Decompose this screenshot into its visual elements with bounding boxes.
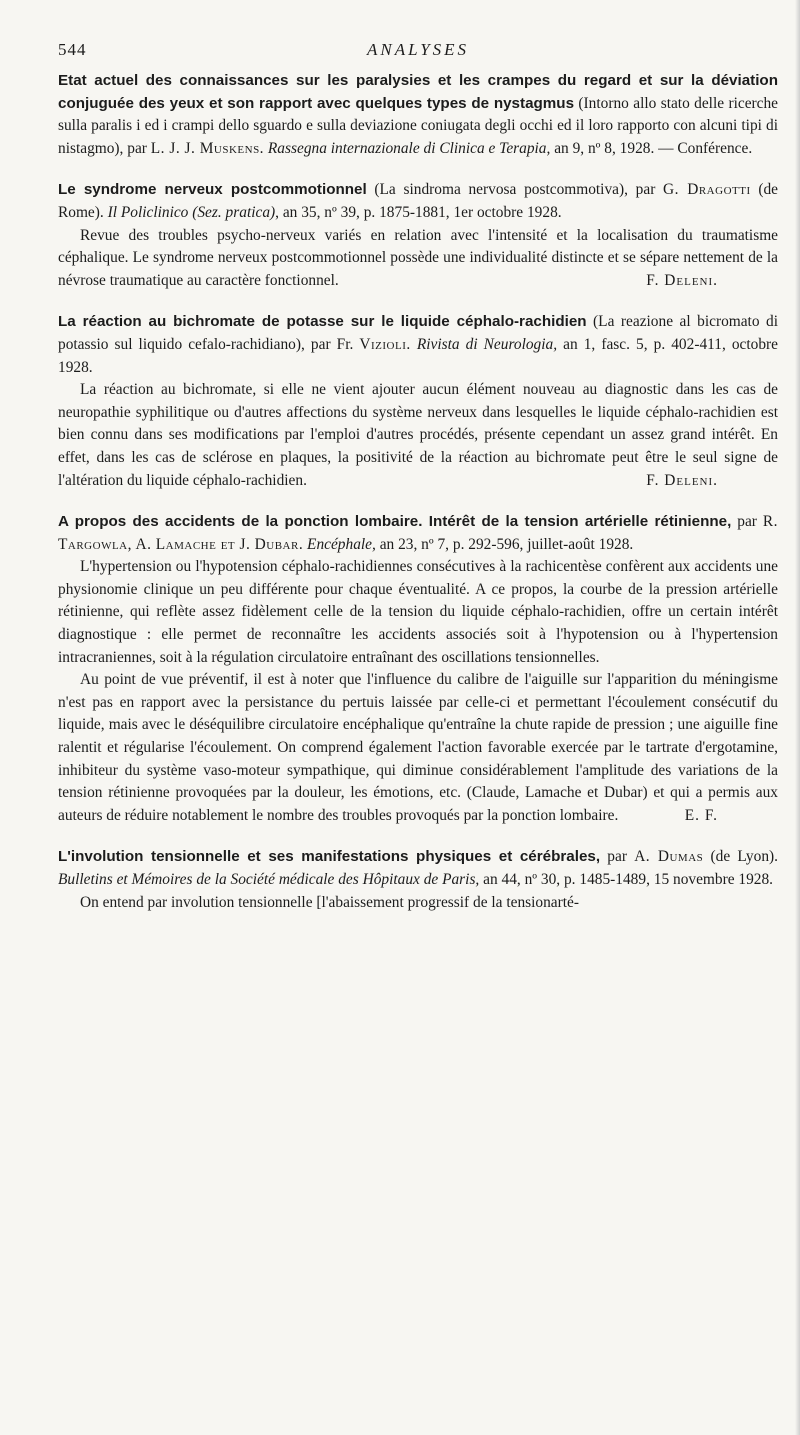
article-5-reference: an 44, nº 30, p. 1485-1489, 15 novembre 1928. — [479, 871, 774, 888]
article-3 — [58, 311, 778, 492]
article-1-original-title: (Intorno allo stato delle ricerche sulla paralis i ed i crampi dello sguardo e sulla deviazione coniugata degli occhi ed il loro rapporto con alcuni tipi di nistagmo), par — [58, 94, 779, 157]
article-1-author: L. J. J. Muskens. — [150, 139, 265, 157]
article-4-body-2-text: Au point de vue préventif, il est à noter que l'influence du calibre de l'aiguille sur l'apparition du méningisme n'est pas en rapport avec la persistance du pertuis laissée par celle-ci et permettant l'écoulement consécutif du liquide, mais avec le déséquilibre circulatoire encéphalique qu'entraîne la chute rapide de pression ; une aiguille fine ralentit et régularise l'écoulement. On comprend également l'action favorable exercée par le tartrate d'ergotamine, inhibiteur du système vaso-moteur sympathique, qui diminue considérablement l'amplitude des variations de la tension rétinienne provoquées par la douleur, les émotions, etc. (Claude, Lamache et Dubar) et qui a permis aux auteurs de réduire notablement le nombre des troubles provoqués par la ponction lombaire. — [58, 671, 778, 824]
article-4 — [58, 511, 778, 827]
article-5-journal: Bulletins et Mémoires de la Société médicale des Hôpitaux de Paris, — [58, 871, 480, 888]
article-5-by: par — [600, 848, 635, 866]
article-4-journal: Encéphale, — [307, 535, 376, 553]
article-1-heading — [58, 70, 778, 160]
article-2 — [58, 179, 778, 292]
article-4-heading — [58, 511, 778, 556]
article-2-reference: , an 35, nº 39, p. 1875-1881, 1er octobre 1928. — [275, 203, 562, 221]
article-5-heading — [58, 846, 778, 891]
article-2-journal: Il Policlinico — [107, 203, 189, 221]
article-2-signature: F. Deleni. — [646, 271, 718, 289]
article-4-body-2 — [58, 669, 778, 827]
article-3-author: Vizioli. — [359, 335, 411, 353]
article-3-title: La réaction au bichromate de potasse sur le liquide céphalo-rachidien — [58, 313, 587, 331]
article-5-title: L'involution tensionnelle et ses manifestations physiques et cérébrales, — [58, 848, 601, 866]
article-2-title: Le syndrome nerveux postcommotionnel — [58, 181, 367, 199]
article-2-journal-sub: (Sez. pratica) — [188, 203, 276, 221]
article-4-title: A propos des accidents de la ponction lombaire. Intérêt de la tension artérielle rétinienne, — [58, 513, 732, 531]
article-3-body-text: La réaction au bichromate, si elle ne vient ajouter aucun élément nouveau au diagnostic dans les cas de neuropathie syphilitique ou d'autres affections du système nerveux dans lesquelles le liquide céphalo-rachidien est bien connu dans ses modifications par l'emploi d'autres procédés, présente cependant un assez grand intérêt. En effet, dans les cas de sclérose en plaques, la positivité de la réaction au bichromate peut être le seul signe de l'altération du liquide céphalo-rachidien. — [58, 381, 778, 489]
article-1-journal: Rassegna internazionale di Clinica e Terapia, — [267, 139, 551, 157]
article-4-by: par — [731, 513, 763, 531]
article-4-body: L'hypertension ou l'hypotension céphalo-rachidiennes consécutives à la rachicentèse confèrent aux accidents une physionomie clinique un peu différente pour chaque éventualité. A ce propos, la courbe de la pression artérielle rétinienne, qui reflète assez fidèlement celle de la tension du liquide céphalo-rachidien, offre un certain intérêt diagnostique : elle permet de reconnaître les accidents associés soit à l'hypotension ou à l'hypertension intracraniennes, soit à la régulation circulatoire entraînant des oscillations tensionnelles. — [58, 558, 778, 666]
article-5 — [58, 846, 778, 914]
article-1-title: Etat actuel des connaissances sur les paralysies et les crampes du regard et sur la déviation conjuguée des yeux et son rapport avec quelques types de nystagmus — [58, 72, 778, 112]
article-3-signature: F. Deleni. — [646, 471, 718, 489]
article-4-signature: E. F. — [684, 806, 718, 824]
article-4-author: R. Targowla, A. Lamache et J. Dubar. — [58, 513, 778, 553]
article-5-author: A. Dumas — [634, 848, 704, 866]
article-4-reference: an 23, nº 7, p. 292-596, juillet-août 1928. — [375, 535, 634, 553]
article-3-body — [58, 379, 778, 492]
article-2-original-title: (La sindroma nervosa postcommotiva), par — [366, 181, 664, 199]
article-2-body-text: Revue des troubles psycho-nerveux variés en relation avec l'intensité et la localisation du traumatisme céphalique. Le syndrome nerveux postcommotionnel possède une individualité distincte et se sépare nettement de la névrose traumatique au caractère fonctionnel. — [58, 226, 778, 289]
article-5-pre-journal: (de Lyon). — [703, 848, 778, 866]
article-2-heading — [58, 179, 778, 224]
article-3-original-title: (La reazione al bicromato di potassio sul liquido cefalo-rachidiano), par Fr. — [58, 313, 779, 353]
article-1 — [58, 70, 778, 160]
page-edge-shadow — [795, 0, 800, 1435]
article-5-body: On entend par involution tensionnelle [l'abaissement progressif de la tensionarté- — [80, 893, 579, 911]
article-1-reference: an 9, nº 8, 1928. — Conférence. — [550, 139, 753, 157]
article-2-author: G. Dragotti — [663, 181, 751, 199]
article-2-pre-journal: (de Rome). — [58, 181, 778, 221]
article-3-journal: Rivista di Neurologia, — [416, 335, 558, 353]
page-number: 544 — [58, 40, 87, 59]
article-3-heading — [58, 311, 778, 379]
page-header — [58, 40, 778, 70]
article-3-reference: an 1, fasc. 5, p. 402-411, octobre 1928. — [58, 335, 779, 376]
article-2-body — [58, 225, 778, 293]
running-title: ANALYSES — [366, 40, 470, 59]
